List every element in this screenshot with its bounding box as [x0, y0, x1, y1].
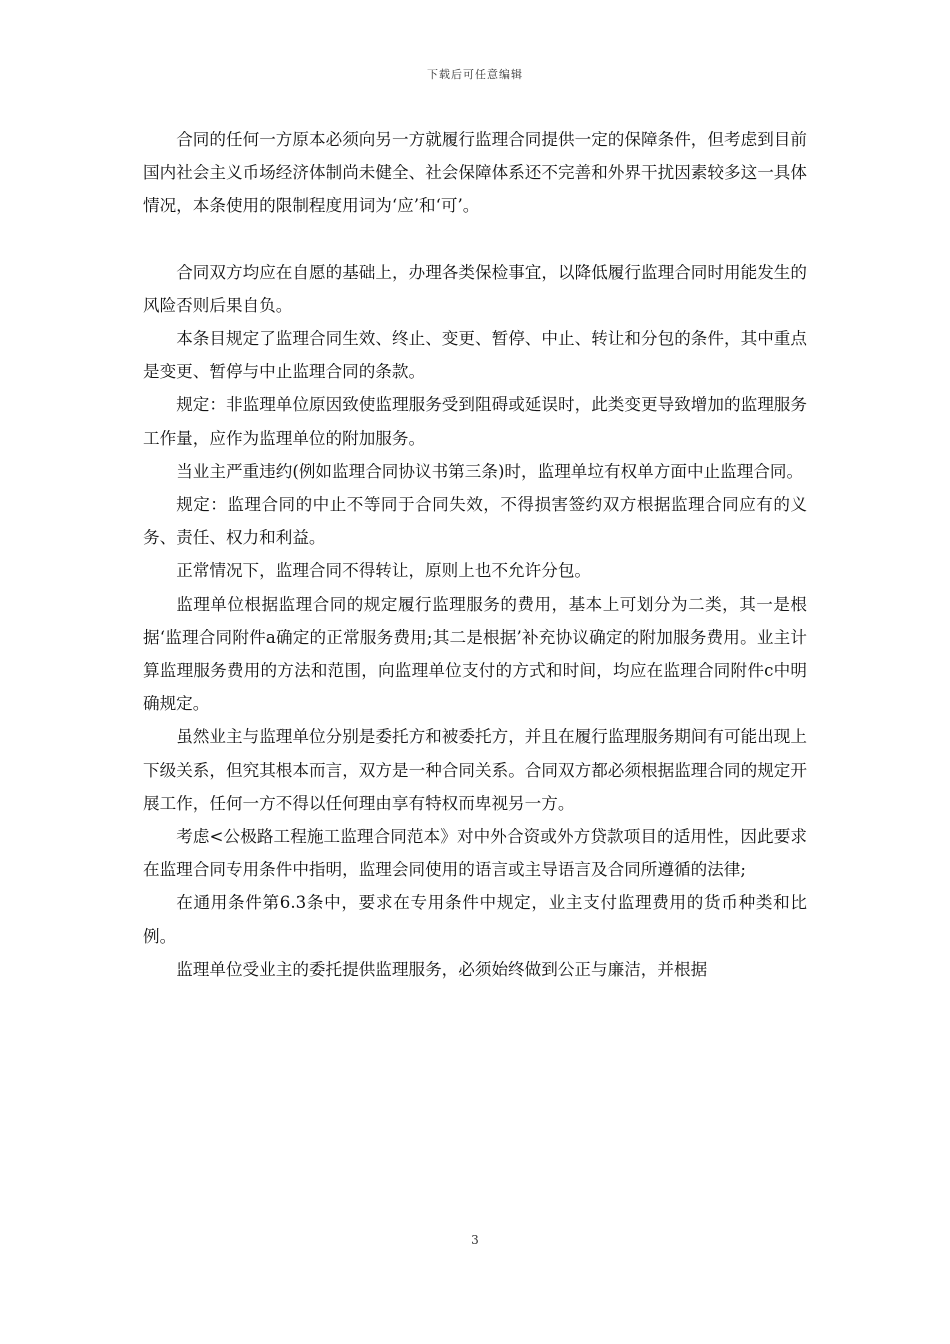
paragraph: 当业主严重违约(例如监理合同协议书第三条)时，监理单垃有权单方面中止监理合同。: [176, 461, 804, 481]
document-body: [143, 123, 807, 986]
paragraph: 虽然业主与监理单位分别是委托方和被委托方，并且在履行监理服务期间有可能出现上下级关系，但究其根本而言，双方是一种合同关系。合同双方都必须根据监理合同的规定开展工作，任何一方不得以任何理由享有特权而卑视另一方。: [143, 727, 807, 813]
paragraph: 在通用条件第6.3条中，要求在专用条件中规定，业主支付监理费用的货币种类和比例。: [143, 893, 807, 946]
page-header: 下载后可任意编辑: [427, 68, 523, 81]
paragraph: 考虑<公极路工程施工监理合同范本》对中外合资或外方贷款项目的适用性，因此要求在监理合同专用条件中指明，监理会同使用的语言或主导语言及合同所遵循的法律;: [143, 827, 807, 880]
paragraph: 合同的任何一方原本必须向另一方就履行监理合同提供一定的保障条件，但考虑到目前国内社会主义币场经济体制尚未健全、社会保障体系还不完善和外界干扰因素较多这一具体情况，本条使用的限制程度用词为‘应’和‘可’。: [143, 130, 807, 216]
page-number: 3: [471, 1233, 479, 1247]
paragraph: 规定：监理合同的中止不等同于合同失效，不得损害签约双方根据监理合同应有的义务、责任、权力和利益。: [143, 495, 807, 548]
paragraph: 规定：非监理单位原因致使监理服务受到阻碍或延误时，此类变更导致增加的监理服务工作量，应作为监理单位的附加服务。: [143, 395, 807, 448]
paragraph: 本条目规定了监理合同生效、终止、变更、暂停、中止、转让和分包的条件，其中重点是变更、暂停与中止监理合同的条款。: [143, 329, 807, 382]
paragraph: 监理单位根据监理合同的规定履行监理服务的费用，基本上可划分为二类，其一是根据‘监理合同附件a确定的正常服务费用;其二是根据’补充协议确定的附加服务费用。业主计算监理服务费用的方法和范围，向监理单位支付的方式和时间，均应在监理合同附件c中明确规定。: [143, 594, 807, 714]
paragraph: 合同双方均应在自愿的基础上，办理各类保检事宜，以降低履行监理合同时用能发生的风险否则后果自负。: [143, 262, 807, 315]
paragraph: 正常情况下，监理合同不得转让，原则上也不允许分包。: [176, 561, 592, 581]
paragraph: 监理单位受业主的委托提供监理服务，必须始终做到公正与廉洁，并根据: [176, 959, 708, 979]
